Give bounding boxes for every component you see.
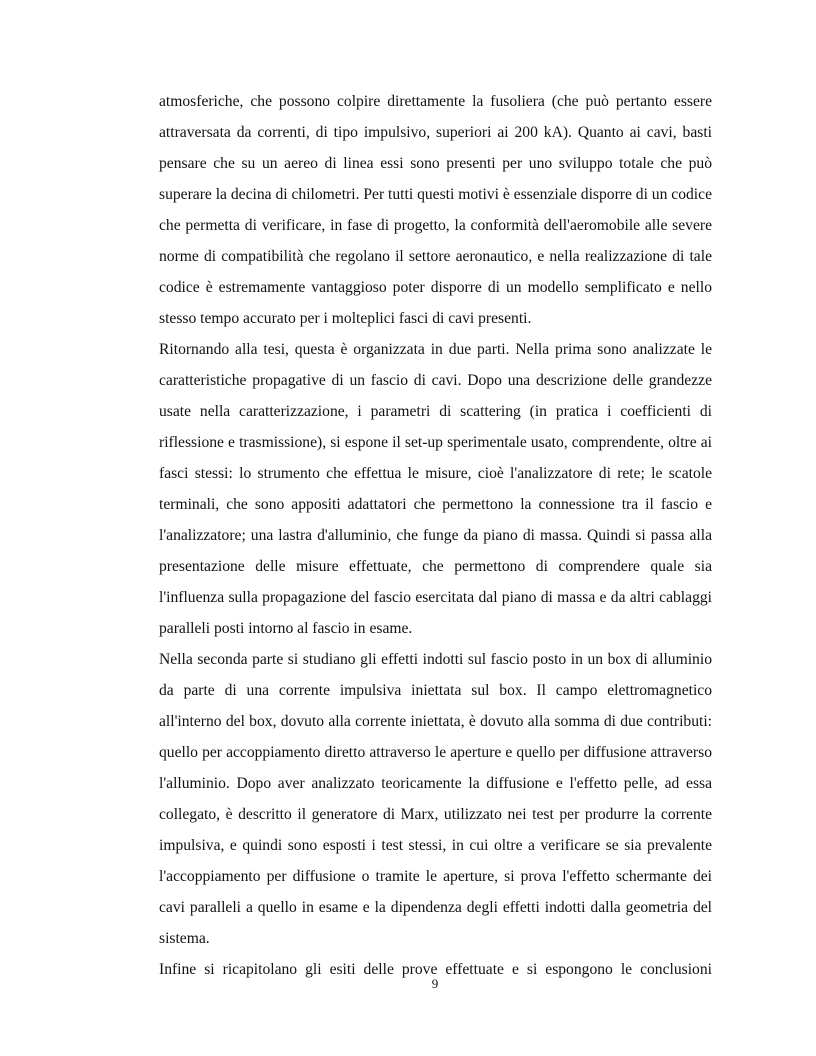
page-number: 9 — [431, 976, 439, 991]
paragraph-conclusions: Infine si ricapitolano gli esiti delle prove effettuate e si espongono le conclusioni — [159, 961, 712, 978]
body-text — [159, 86, 712, 985]
paragraph-second-part: Nella seconda parte si studiano gli effetti indotti sul fascio posto in un box di alluminio da parte di una corrente impulsiva iniettata sul box. Il campo elettromagnetico all'interno del box, dovuto alla corrente iniettata, è dovuto alla somma di due contributi: quello per accoppiamento diretto attraverso le aperture e quello per diffusione attraverso l'alluminio. Dopo aver analizzato teoricamente la diffusione e l'effetto pelle, ad essa collegato, è descritto il generatore di Marx, utilizzato nei test per produrre la corrente impulsiva, e quindi sono esposti i test stessi, in cui oltre a verificare se sia prevalente l'accoppiamento per diffusione o tramite le aperture, si prova l'effetto schermante dei cavi paralleli a quello in esame e la dipendenza degli effetti indotti dalla geometria del sistema. — [159, 651, 712, 947]
paragraph-continuation: atmosferiche, che possono colpire direttamente la fusoliera (che può pertanto essere attraversata da correnti, di tipo impulsivo, superiori ai 200 kA). Quanto ai cavi, basti pensare che su un aereo di linea essi sono presenti per uno sviluppo totale che può superare la decina di chilometri. Per tutti questi motivi è essenziale disporre di un codice che permetta di verificare, in fase di progetto, la conformità dell'aeromobile alle severe norme di compatibilità che regolano il settore aeronautico, e nella realizzazione di tale codice è estremamente vantaggioso poter disporre di un modello semplificato e nello stesso tempo accurato per i molteplici fasci di cavi presenti. — [159, 93, 712, 327]
paragraph-thesis-structure: Ritornando alla tesi, questa è organizzata in due parti. Nella prima sono analizzate le caratteristiche propagative di un fascio di cavi. Dopo una descrizione delle grandezze usate nella caratterizzazione, i parametri di scattering (in pratica i coefficienti di riflessione e trasmissione), si espone il set-up sperimentale usato, comprendente, oltre ai fasci stessi: lo strumento che effettua le misure, cioè l'analizzatore di rete; le scatole terminali, che sono appositi adattatori che permettono la connessione tra il fascio e l'analizzatore; una lastra d'alluminio, che funge da piano di massa. Quindi si passa alla presentazione delle misure effettuate, che permettono di comprendere quale sia l'influenza sulla propagazione del fascio esercitata dal piano di massa e da altri cablaggi paralleli posti intorno al fascio in esame. — [159, 341, 712, 637]
